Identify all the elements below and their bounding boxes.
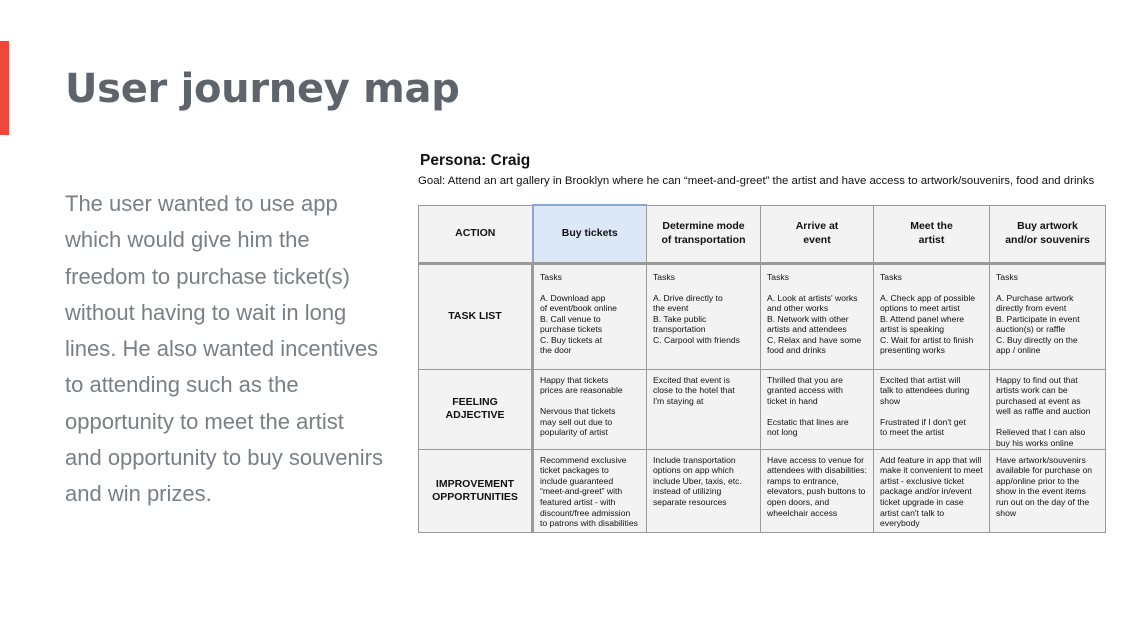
task-cell <box>874 263 990 369</box>
persona-title: Persona: Craig <box>420 152 531 169</box>
accent-bar <box>0 41 9 135</box>
table-header-row <box>419 205 1106 263</box>
slide-title: User journey map <box>65 66 460 112</box>
improvement-cell: Include transportation options on app which include Uber, taxis, etc. instead of utilizing separate resources <box>647 449 761 532</box>
task-text: A. Download app of event/book online B. Call venue to purchase tickets C. Buy tickets at the door <box>540 292 617 356</box>
stage-header: Determine mode of transportation <box>647 205 761 263</box>
task-cell <box>990 263 1106 369</box>
task-text: A. Purchase artwork directly from event B. Participate in event auction(s) or raffle C. Buy directly on the app / online <box>996 292 1080 356</box>
task-cell <box>533 263 647 369</box>
row-label-improvement-opportunities: IMPROVEMENT OPPORTUNITIES <box>419 449 533 532</box>
table-row-tasks <box>419 263 1106 369</box>
feeling-cell: Excited that event is close to the hotel that I'm staying at <box>647 369 761 449</box>
stage-header: Buy artwork and/or souvenirs <box>990 205 1106 263</box>
tasks-label: Tasks <box>540 271 562 282</box>
stage-header: Meet the artist <box>874 205 990 263</box>
tasks-label: Tasks <box>880 271 902 282</box>
table-row-feeling <box>419 369 1106 449</box>
row-label-task-list: TASK LIST <box>419 263 533 369</box>
task-text: A. Check app of possible options to meet artist B. Attend panel where artist is speaking C. Wait for artist to finish presenting works <box>880 292 976 356</box>
tasks-label: Tasks <box>653 271 675 282</box>
slide-body-text: The user wanted to use app which would give him the freedom to purchase ticket(s) without having to wait in long lines. He also wanted incentives to attending such as the opportunity to meet the artist and opportunity to buy souvenirs and win prizes. <box>65 191 383 507</box>
feeling-cell: Excited that artist will talk to attendees during show Frustrated if I don't get to meet the artist <box>874 369 990 449</box>
corner-cell-action: ACTION <box>419 205 533 263</box>
feeling-cell: Thrilled that you are granted access with ticket in hand Ecstatic that lines are not long <box>761 369 874 449</box>
improvement-cell: Recommend exclusive ticket packages to include guaranteed “meet-and-greet” with featured artist - with discount/free admission to patrons with disabilities <box>533 449 647 532</box>
stage-header: Arrive at event <box>761 205 874 263</box>
improvement-cell: Have artwork/souvenirs available for purchase on app/online prior to the show in the event items run out on the day of the show <box>990 449 1106 532</box>
improvement-cell: Add feature in app that will make it convenient to meet artist - exclusive ticket package and/or in/event ticket upgrade in case artist can't talk to everybody <box>874 449 990 532</box>
tasks-label: Tasks <box>767 271 789 282</box>
feeling-cell: Happy that tickets prices are reasonable Nervous that tickets may sell out due to popularity of artist <box>533 369 647 449</box>
task-text: A. Look at artists' works and other works B. Network with other artists and attendees C. Relax and have some food and drinks <box>767 292 862 356</box>
stage-header: Buy tickets <box>533 205 647 263</box>
task-cell <box>647 263 761 369</box>
table-row-improvement <box>419 449 1106 532</box>
task-cell <box>761 263 874 369</box>
persona-goal: Goal: Attend an art gallery in Brooklyn where he can “meet-and-greet” the artist and have access to artwork/souvenirs, food and drinks <box>418 175 1095 187</box>
task-text: A. Drive directly to the event B. Take public transportation C. Carpool with friends <box>653 292 740 345</box>
row-label-feeling-adjective: FEELING ADJECTIVE <box>419 369 533 449</box>
improvement-cell: Have access to venue for attendees with disabilities: ramps to entrance, elevators, push buttons to open doors, and wheelchair access <box>761 449 874 532</box>
tasks-label: Tasks <box>996 271 1018 282</box>
journey-map-table <box>418 204 1106 533</box>
feeling-cell: Happy to find out that artists work can be purchased at event as well as raffle and auction Relieved that I can also buy his works online <box>990 369 1106 449</box>
